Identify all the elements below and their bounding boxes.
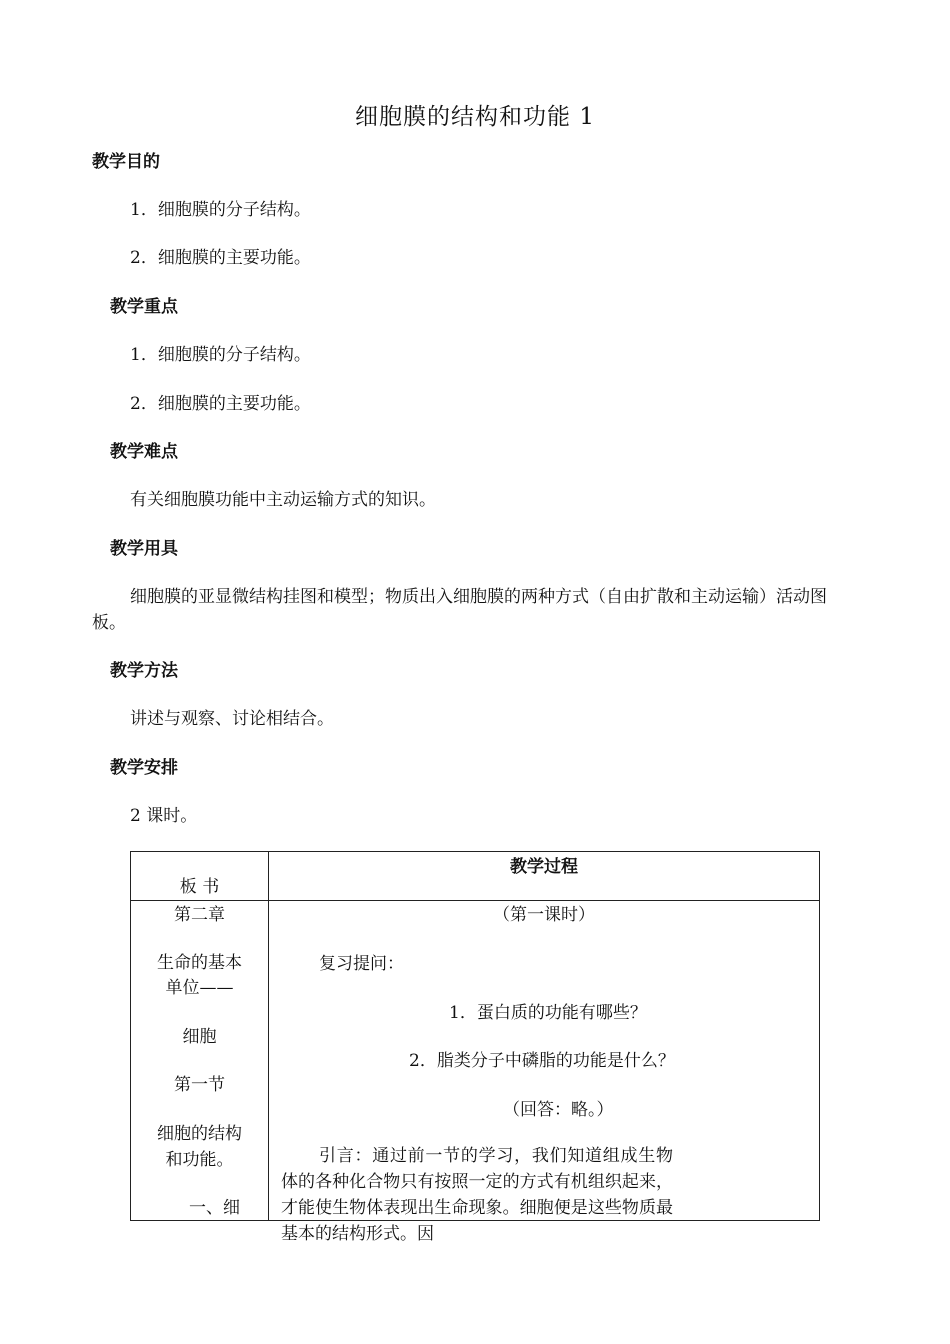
board-line: 细胞 (182, 1027, 217, 1047)
tools-heading: 教学用具 (110, 539, 178, 559)
intro-paragraph: 引言：通过前一节的学习，我们知道组成生物体的各种化合物只有按照一定的方式有机组织起来，才能使生物体表现出生命现象。细胞便是这些物质最基本的结构形式。因 (281, 1146, 673, 1244)
board-column-header: 板 书 (179, 877, 220, 897)
document-title: 细胞膜的结构和功能 1 (355, 104, 595, 130)
table-header-divider (131, 900, 819, 901)
review-question-1: 1．蛋白质的功能有哪些？ (449, 1003, 647, 1023)
tools-text: 细胞膜的亚显微结构挂图和模型；物质出入细胞膜的两种方式（自由扩散和主动运输）活动图板。 (92, 587, 827, 633)
schedule-heading: 教学安排 (110, 758, 178, 778)
board-line: 和功能。 (165, 1150, 234, 1170)
methods-heading: 教学方法 (110, 661, 178, 681)
objective-item: 2．细胞膜的主要功能。 (130, 248, 311, 268)
key-points-heading: 教学重点 (110, 297, 178, 317)
difficulties-text: 有关细胞膜功能中主动运输方式的知识。 (130, 490, 436, 510)
methods-text: 讲述与观察、讨论相结合。 (130, 709, 334, 729)
board-line: 生命的基本 (157, 953, 242, 973)
session-label: （第一课时） (493, 905, 595, 925)
key-point-item: 1．细胞膜的分子结构。 (130, 345, 311, 365)
difficulties-heading: 教学难点 (110, 442, 178, 462)
lesson-table (130, 851, 820, 1244)
board-line: 一、细 (189, 1198, 240, 1218)
answer-note: （回答：略。） (503, 1100, 614, 1120)
board-line: 单位—— (165, 978, 234, 998)
schedule-text: 2 课时。 (130, 806, 198, 826)
review-label: 复习提问： (319, 954, 404, 974)
board-line: 第二章 (174, 905, 225, 925)
objective-item: 1．细胞膜的分子结构。 (130, 200, 311, 220)
board-line: 第一节 (174, 1075, 225, 1095)
board-line: 细胞的结构 (157, 1124, 242, 1144)
process-column-header: 教学过程 (510, 857, 578, 877)
objectives-heading: 教学目的 (92, 152, 160, 172)
key-point-item: 2．细胞膜的主要功能。 (130, 394, 311, 414)
review-question-2: 2．脂类分子中磷脂的功能是什么？ (409, 1051, 675, 1071)
